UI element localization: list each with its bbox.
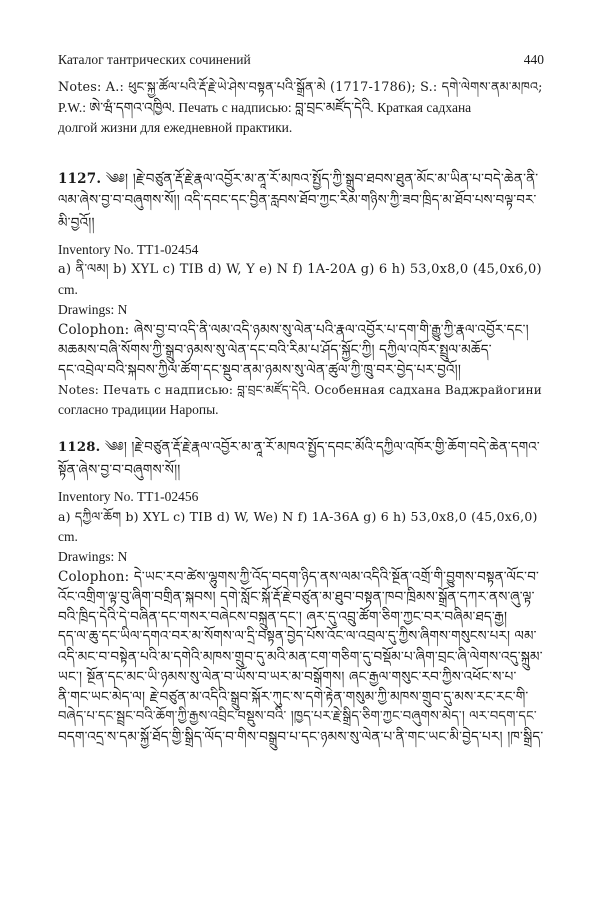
notes-line: P.W.: ཨེ་ཝཾ་དགའ་འཁྱིལ. Печать с надписью: བླ་བྲང་མཛོད་དེའི. Краткая садхана [58,100,472,115]
colophon-line: དད་ལ་ཆུ་དང་ཡིལ་དགའ་བར་མ་སོགས་ལ་དྲི་བསྟན་བྱེད་པོས་འོང་ལ་འབྲལ་དུ་ཀྱིས་ཞིགས་གསུངས་པར། ལམ་ [58,629,537,644]
colophon-line: Colophon: ཞེས་བྱ་བ་འདི་ནི་ལམ་འདི་ཉམས་སུ་ལེན་པའི་རྣལ་འབྱོར་པ་དག་གི་རྒྱུ་ཀྱི་རྣལ་འབྱོར་དང་། [58,322,529,338]
entry-details-line: a) དཀྱིལ་ཆོག b) XYL c) TIB d) W, We) N f) 1A-36A g) 6 h) 53,0x8,0 (45,0x6,0) [58,509,538,524]
entry-title-line: ལམ་ཞེས་བྱ་བ་བཞུགས་སོ།། འདི་དབང་དང་བྱིན་རླབས་ཐོབ་ཀྱང་རིམ་གཉིས་ཀྱི་ཟབ་ཁྲིད་མ་ཐོབ་པས་བལྟ་བར་ [58,193,537,208]
entry-details-line: a) ནི་ལམ། b) XYL c) TIB d) W, Y e) N f) 1A-20A g) 6 h) 53,0x8,0 (45,0x6,0) [58,262,542,277]
colophon-line: དང་འབྲེལ་བའི་སྐབས་ཀྱིལ་ཚོག་དང་སྡུབ་ནམ་ཉམས་སུ་ལེན་ཚུལ་ཀྱི་ཁྲུ་བར་བྱེད་པར་བྱའོ།། [58,362,462,378]
entry-title-line: མི་བྱའོ།། [58,215,95,231]
colophon-line: བའི་ཁྲིད་དེའི་དེ་བཞིན་དང་གསར་བཞེངས་བསྐྲུན་དང་། ཞར་དུ་འབྲུ་ཚོག་ཅིག་ཀྱང་བར་བཞིམ་ཐད་རྒྱ། [58,609,508,625]
catalog-entry-1127 [58,168,544,420]
entry-title-text: ༄༅། །རྗེ་བཙུན་རྡོ་རྗེ་རྣལ་འབྱོར་མ་ནཱ་རོ་མཁའ་སྤྱོད་ཀྱི་སྒྲུབ་ཐབས་ཐུན་མོང་མ་ཡིན་པ་བདེ་ཆེན་ནི་ [105,171,539,187]
entry-number: 1127. [58,171,102,187]
entry-title-line [58,437,544,459]
running-title: Каталог тантрических сочинений [58,52,251,67]
colophon-line: འདི་མང་བ་བསྟེན་པའི་མ་དགེའི་མཁས་གྲུབ་དུ་མའི་མན་ངག་གཅིག་དུ་བསྡོམ་པ་ཞིག་བྲང་ཞི་ལེགས་འདུ་སྐྲུམ་ [58,649,543,665]
entry-details-line: cm. [58,282,78,297]
notes-line: долгой жизни для ежедневной практики. [58,120,293,135]
notes-line: согласно традиции Наропы. [58,402,219,417]
colophon-line: མཆམས་བཞི་སོགས་ཀྱི་སྒྲུབ་ཉམས་སུ་ལེན་དང་བའི་རིམ་པ་ཤོད་སྐྱོང་ཀྱི། དཀྱིལ་འཁོར་སྤྲུལ་མཆོད་ [58,342,492,358]
page-number: 440 [523,52,544,67]
entry-number: 1128. [58,440,101,455]
entry-title-line [58,168,544,190]
entry-title-text: ༄༅། །རྗེ་བཙུན་རྡོ་རྗེ་རྣལ་འབྱོར་མ་ནཱ་རོ་མཁའ་སྤྱོད་དབང་མོའི་དཀྱིལ་འཁོར་གྱི་ཆོག་བདེ་ཆེན་དགའ་ [104,440,540,455]
catalog-entry-1128 [58,437,544,747]
colophon-line: བཞེད་པ་དང་སྦྲང་བའི་ཆོག་ཀྱི་རྒྱས་འབྲིང་བསྡུས་བའི་ །ཁྱད་པར་རྗེ་སྒྲིད་ཅིག་ཀྱང་བཞུགས་མེད་། ལར་བདག་དང་ [58,709,537,724]
colophon-line: ཡང་། སྔོན་དང་མང་ཡི་ཉམས་སུ་ལེན་བ་ཡོས་བ་ཡར་མ་བསྒོགས། ཞང་རྒྱལ་གསུང་རབ་ཀྱིས་འཕོང་ས་པ་ [58,669,517,685]
entry-details-line: cm. [58,529,78,544]
drawings-field: Drawings: N [58,549,128,564]
inventory-number: Inventory No. TT1-02456 [58,489,199,504]
colophon-line: འོང་འགྲིག་ལྟ་བུ་ཞིག་བགྲིན་སྐབས། དགེ་སློང་སྐོ་རྡོ་རྗེ་བཙུན་མ་ཐུབ་བསྟན་ཁབ་ཁྲིམས་སྒྲོན་དཀར་ནས་ཞུ་ལྟ་ [58,589,535,605]
colophon-line: Colophon: དེ་ཡང་རབ་ཚེས་ལྷུགས་ཀྱི་འོད་བདག་ཉིད་ནས་ལམ་འདིའི་སྔོན་འགྲོ་གི་བྱུགས་བསྟན་ལོང་བ་ [58,569,540,585]
colophon-line: ནི་གང་ཡང་མེད་ལ། རྗེ་བཙུན་མ་འདིའི་སྒྲུབ་སྐོར་ཀུང་ས་དགེ་རྟེན་གསུམ་ཀྱི་མཁས་གྲུབ་དུ་མས་རང་རང་གི་ [58,689,529,705]
inventory-number: Inventory No. TT1-02454 [58,242,199,257]
drawings-field: Drawings: N [58,302,128,317]
notes-top-section [58,78,544,138]
entry-title-line: སྟོན་ཞེས་བྱ་བ་བཞུགས་སོ།། [58,462,181,478]
page-header [58,52,544,70]
colophon-line: བདག་འདྲ་ས་དམ་སྐྱོ་ཐོད་གྱི་སྒྲིད་ལོད་བ་གིས་བསྒྲུབ་པ་དང་ཉམས་སུ་ལེན་པ་ནི་གང་ཡང་མི་བྱེད་པར། །ཁ་སྒྲིད་ [58,729,544,745]
notes-line: Notes: A.: ཕུང་སྐྱ་ཚོལ་པའི་རྡོ་རྗེ་ཡེ་ཤེས་བསྟན་པའི་སྒྲོན་མེ (1717-1786); S.: དགེ་ལེགས་ནམ་མཁའ; [58,80,543,95]
notes-line: Notes: Печать с надписью: བླ་བྲང་མཛོད་དེའི. Особенная садхана Ваджрайогини [58,383,542,397]
